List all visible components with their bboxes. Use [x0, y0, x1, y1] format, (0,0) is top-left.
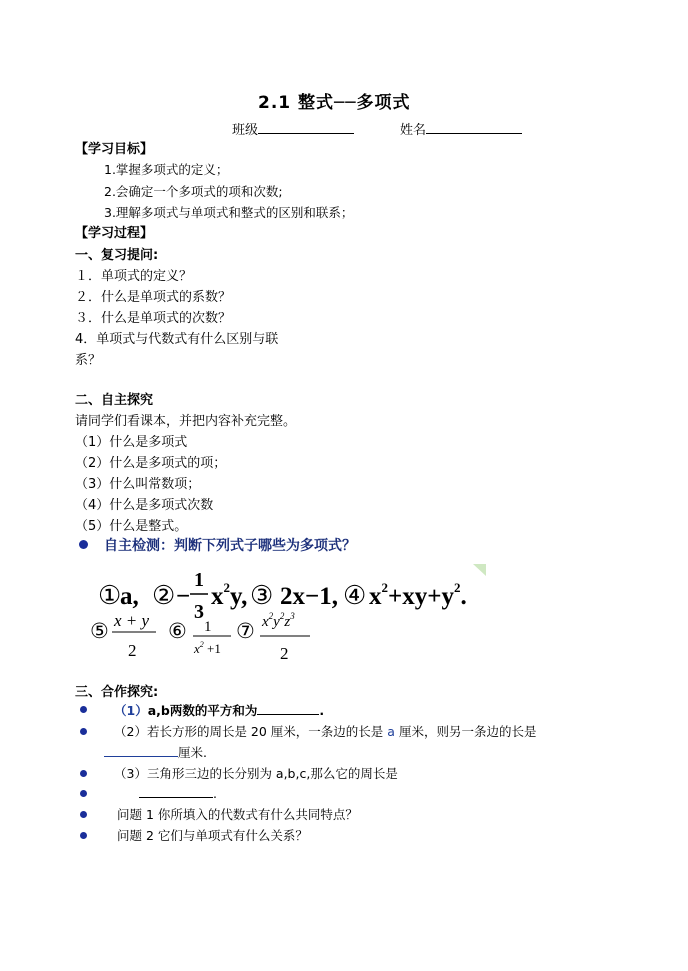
page-title: 2.1 整式──多项式 — [258, 93, 411, 113]
process-heading: 【学习过程】 — [75, 226, 154, 241]
self-check-prompt: 自主检测：判断下列式子哪些为多项式？ — [104, 538, 356, 554]
q1-end: . — [319, 703, 325, 718]
goal-item: 2.会确定一个多项式的项和次数; — [104, 184, 283, 199]
goal-item: 1.掌握多项式的定义； — [104, 162, 229, 177]
class-field — [232, 119, 354, 138]
bullet-icon — [79, 540, 88, 549]
minus-sign: − — [176, 583, 191, 610]
bullet-icon — [80, 770, 87, 777]
explore-item: （5）什么是整式。 — [75, 519, 188, 534]
explore-heading: 二、自主探究 — [75, 393, 154, 408]
explore-item: （3）什么叫常数项； — [75, 477, 201, 492]
q2-var: a — [387, 724, 395, 739]
expr-a: a, — [120, 583, 139, 610]
bullet-icon — [80, 790, 87, 797]
goal-item: 3.理解多项式与单项式和整式的区别和联系； — [104, 205, 354, 220]
q3-blank — [139, 784, 213, 798]
problem-2: 问题 2 它们与单项式有什么关系？ — [117, 828, 308, 843]
circle-two: ② — [152, 581, 176, 610]
fraction-numerator: 1 — [194, 569, 204, 591]
class-blank — [258, 120, 354, 134]
explore-item: （4）什么是多项式次数 — [75, 498, 214, 513]
problem-1: 问题 1 你所填入的代数式有什么共同特点？ — [117, 807, 358, 822]
bullet-icon — [80, 811, 87, 818]
expr-polynomial: $x^2+xy+y^2$. — [369, 580, 467, 610]
review-item: １．单项式的定义？ — [75, 269, 193, 284]
goals-heading: 【学习目标】 — [75, 142, 154, 157]
coop-question-2-cont — [104, 743, 207, 761]
q1-number: （1） — [114, 703, 148, 718]
circle-seven: ⑦ — [236, 619, 255, 643]
bullet-icon — [80, 728, 87, 735]
corner-mark-icon — [473, 564, 486, 576]
review-item: 4．单项式与代数式有什么区别与联 — [75, 332, 279, 347]
frac7-numerator: $x^2y^2z^3$ — [262, 611, 295, 630]
coop-question-3-cont — [139, 784, 217, 801]
q1-blank — [257, 701, 319, 715]
var-x: $x^2y$, — [211, 580, 248, 610]
bullet-icon — [80, 706, 87, 713]
q2-text-2: 厘米，则另一条边的长是 — [398, 724, 537, 739]
frac7-denominator: 2 — [280, 644, 289, 663]
coop-question-3: （3）三角形三边的长分别为 a,b,c,那么它的周长是 — [114, 766, 398, 781]
coop-question-1 — [114, 701, 324, 719]
explore-item: （2）什么是多项式的项； — [75, 456, 227, 471]
expr-2x-1: 2x−1, — [280, 583, 338, 610]
circle-three: ③ — [250, 581, 274, 610]
review-item: ３．什么是单项式的次数？ — [75, 311, 232, 326]
circle-four: ④ — [343, 581, 367, 610]
q3-end: . — [213, 786, 217, 801]
formula-block — [90, 560, 510, 670]
class-label: 班级 — [232, 123, 259, 138]
review-item: ２．什么是单项式的系数？ — [75, 290, 232, 305]
q2-text: （2）若长方形的周长是 20 厘米，一条边的长是 — [114, 724, 384, 739]
circle-six: ⑥ — [168, 619, 187, 643]
frac5-numerator: x + y — [114, 611, 150, 630]
name-field — [400, 119, 522, 138]
frac6-denominator: $x^2 +1$ — [194, 640, 221, 656]
review-item: 系？ — [75, 353, 102, 368]
circle-one: ① — [98, 581, 122, 610]
explore-intro: 请同学们看课本，并把内容补充完整。 — [75, 414, 297, 429]
frac6-numerator: 1 — [204, 619, 212, 635]
name-label: 姓名 — [400, 123, 427, 138]
name-blank — [426, 120, 522, 134]
q2-blank — [104, 743, 178, 757]
fraction-denominator: 3 — [194, 601, 204, 623]
q1-vars: a,b — [147, 703, 170, 718]
frac5-denominator: 2 — [128, 641, 137, 660]
coop-heading: 三、合作探究: — [75, 685, 159, 700]
review-heading: 一、复习提问: — [75, 248, 159, 263]
explore-item: （1）什么是多项式 — [75, 435, 188, 450]
q2-end: 厘米. — [178, 745, 207, 760]
coop-question-2 — [114, 722, 536, 740]
circle-five: ⑤ — [90, 619, 109, 643]
bullet-icon — [80, 832, 87, 839]
q1-text: 两数的平方和为 — [169, 703, 258, 718]
